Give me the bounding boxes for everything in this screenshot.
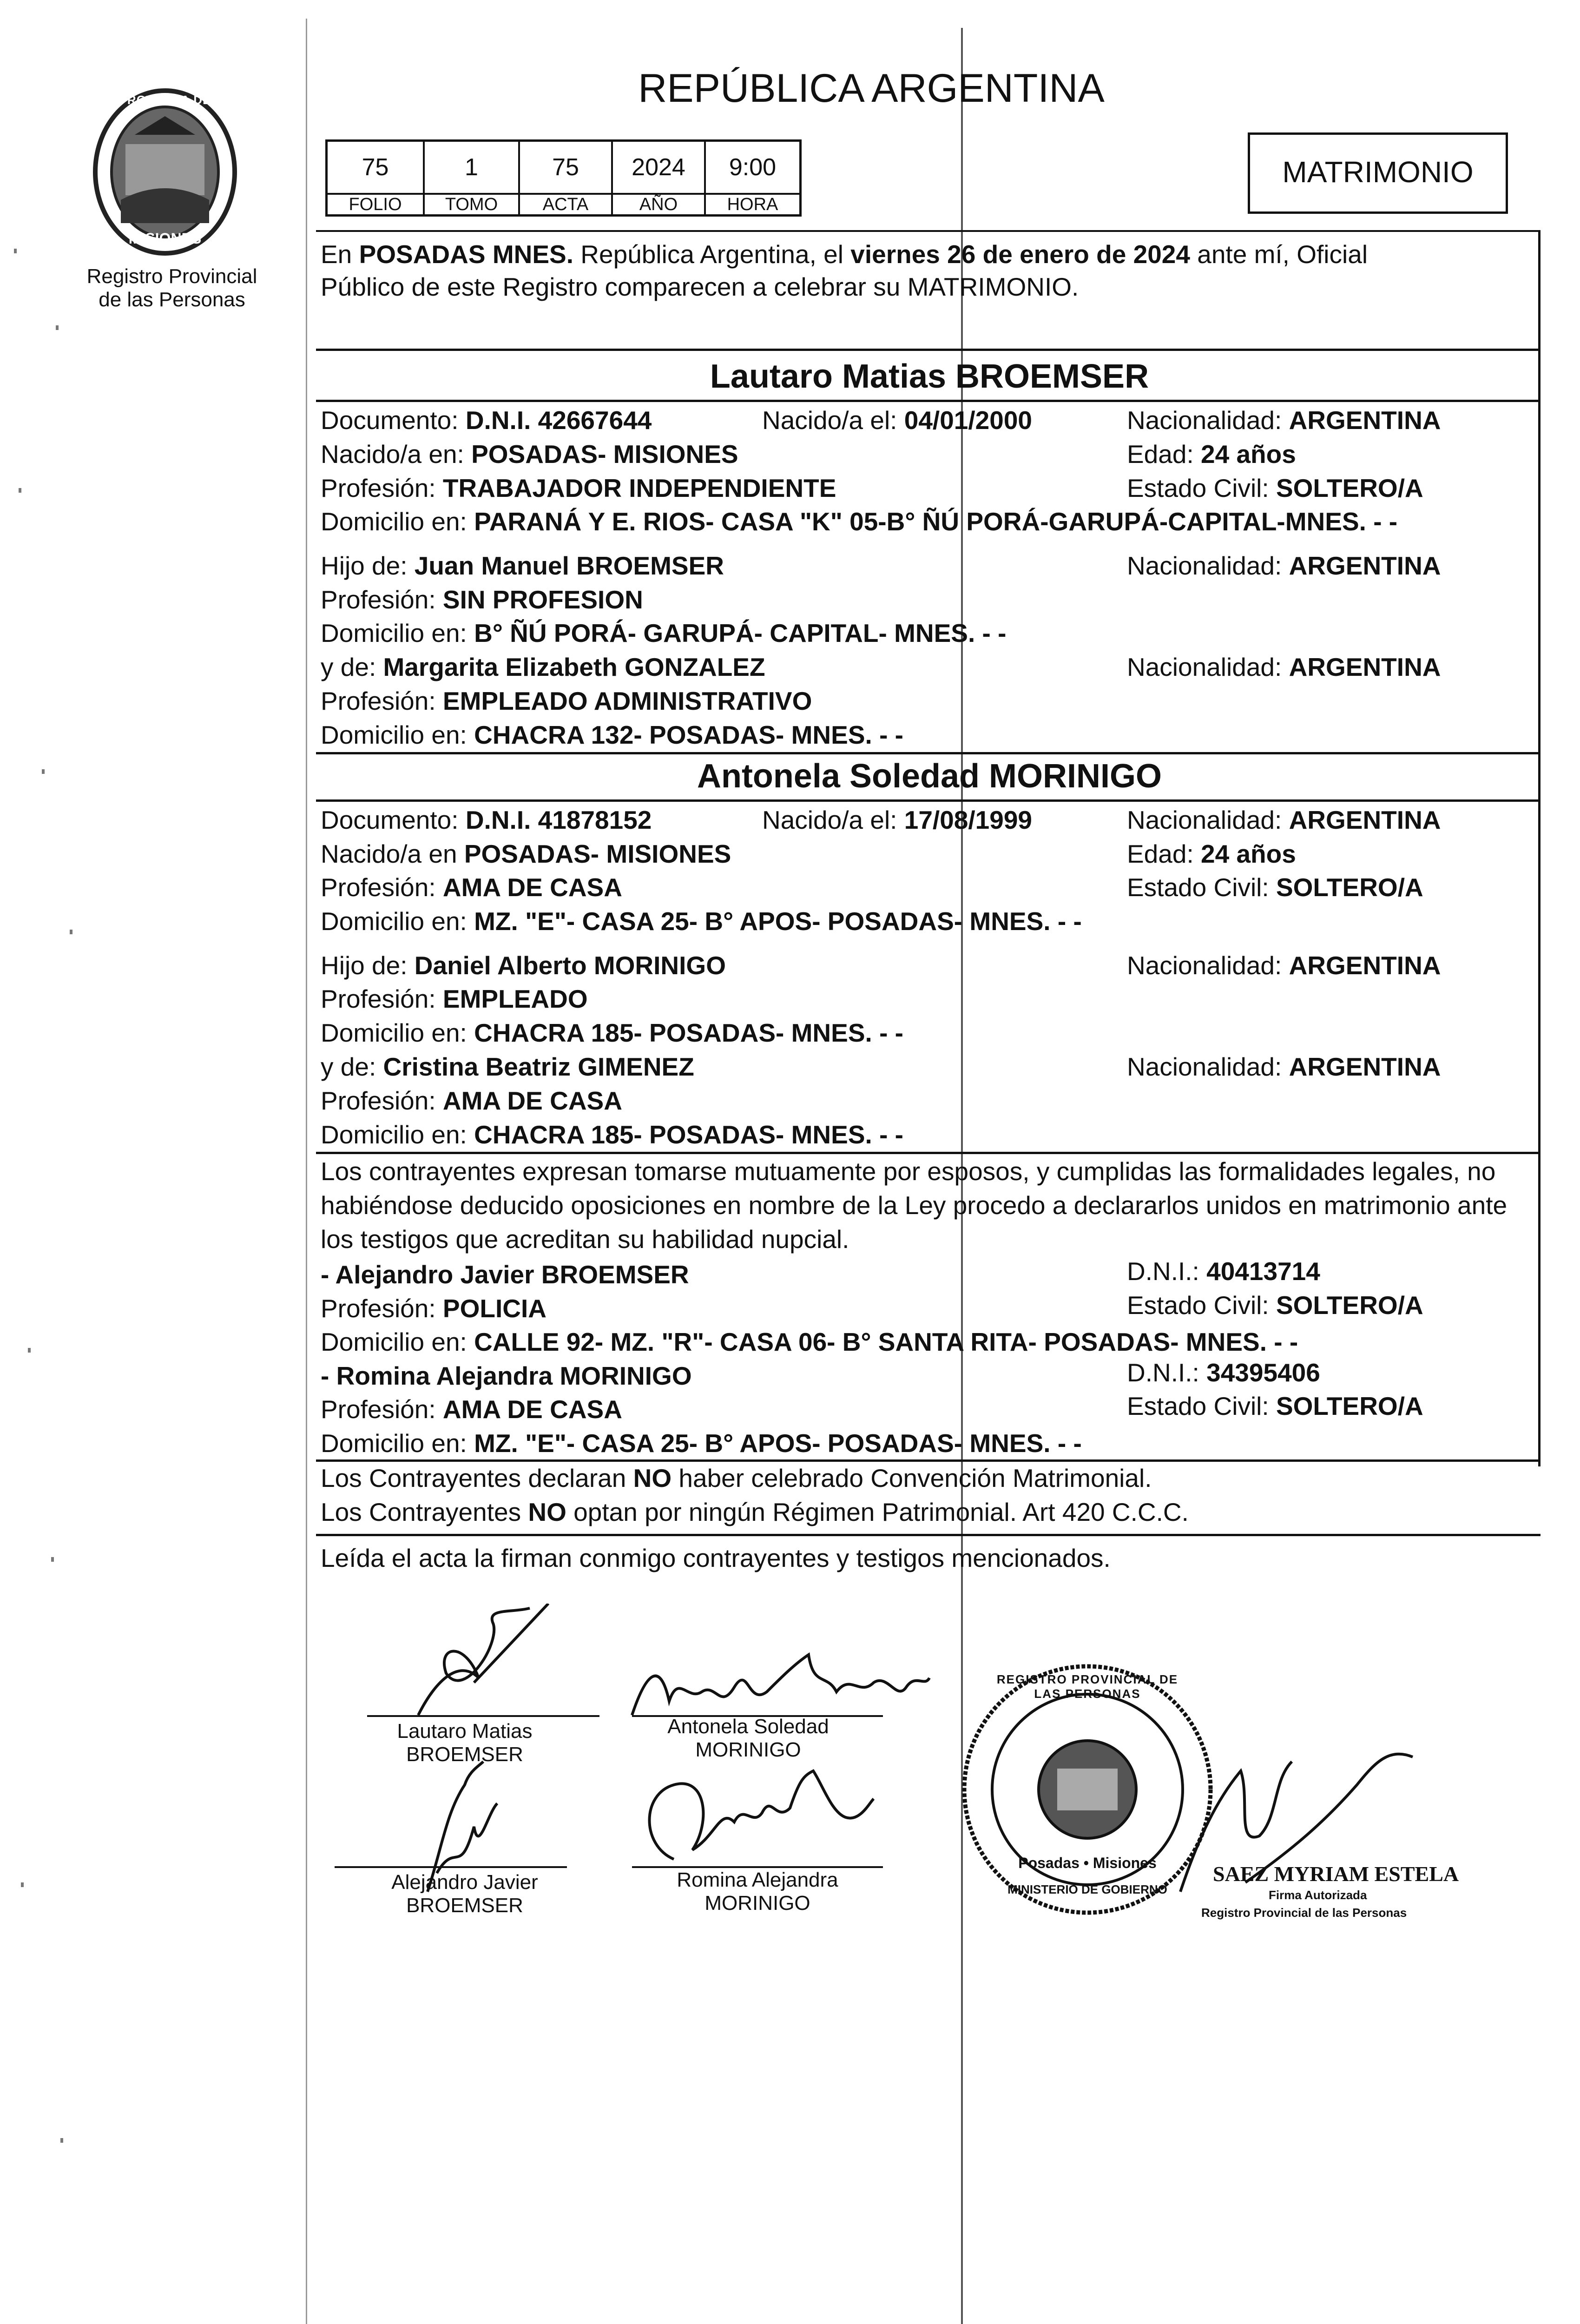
tomo-label: TOMO (423, 193, 518, 216)
seal-top-text: PROVINCIA DE (118, 93, 211, 107)
bride-mother-address: Domicilio en: CHACRA 185- POSADAS- MNES. - - (321, 1120, 903, 1149)
act-type-label: MATRIMONIO (1282, 155, 1474, 189)
witness1-signature-name2: BROEMSER (406, 1894, 523, 1917)
declaration-line1: Los contrayentes expresan tomarse mutuamente por esposos, y cumplidas las formalidades legales, no (321, 1157, 1496, 1186)
witness2-signature-name1: Romina Alejandra (677, 1868, 838, 1891)
groom-signature (409, 1604, 562, 1724)
officer-name: SAEZ MYRIAM ESTELA (1213, 1862, 1459, 1886)
groom-father-profession: Profesión: SIN PROFESION (321, 585, 643, 614)
groom-address: Domicilio en: PARANÁ Y E. RIOS- CASA "K" 05-B° ÑÚ PORÁ-GARUPÁ-CAPITAL-MNES. - - (321, 507, 1398, 536)
groom-mother-profession: Profesión: EMPLEADO ADMINISTRATIVO (321, 687, 812, 715)
bride-signature-name2: MORINIGO (695, 1738, 801, 1761)
witness1-dni: D.N.I.: 40413714 (1127, 1257, 1320, 1286)
acta-label: ACTA (518, 193, 611, 216)
declaration-line2: habiéndose deducido oposiciones en nombre de la Ley procedo a declararlos unidos en matrimonio ante (321, 1191, 1508, 1220)
registry-name-line2: de las Personas (99, 288, 245, 311)
stamp-ring-text: REGISTRO PROVINCIAL DE LAS PERSONAS (996, 1672, 1178, 1701)
bride-birthdate: Nacido/a el: 17/08/1999 (762, 805, 1033, 834)
groom-signature-name2: BROEMSER (406, 1743, 523, 1766)
act-type-box (1248, 132, 1508, 214)
page-title: REPÚBLICA ARGENTINA (638, 66, 1105, 111)
witness2-signature-name2: MORINIGO (704, 1892, 810, 1915)
hour-label: HORA (704, 193, 799, 216)
bride-signature (627, 1645, 934, 1724)
bride-age: Edad: 24 años (1127, 839, 1296, 868)
witness1-name: - Alejandro Javier BROEMSER (321, 1260, 689, 1289)
bride-nationality: Nacionalidad: ARGENTINA (1127, 805, 1441, 834)
groom-name: Lautaro Matias BROEMSER (710, 358, 1149, 395)
intro-line2: Público de este Registro comparecen a celebrar su MATRIMONIO. (321, 272, 1079, 301)
witness2-dni: D.N.I.: 34395406 (1127, 1358, 1320, 1387)
groom-mother-nationality: Nacionalidad: ARGENTINA (1127, 653, 1441, 681)
tomo-value: 1 (423, 142, 518, 193)
bride-mother-nationality: Nacionalidad: ARGENTINA (1127, 1052, 1441, 1081)
witness1-signature-name1: Alejandro Javier (391, 1871, 538, 1894)
acta-header-table (325, 139, 802, 217)
bride-address: Domicilio en: MZ. "E"- CASA 25- B° APOS- POSADAS- MNES. - - (321, 907, 1082, 936)
witness2-civil-status: Estado Civil: SOLTERO/A (1127, 1392, 1423, 1420)
seal-bottom-text: MISIONES (128, 230, 202, 247)
bride-father-profession: Profesión: EMPLEADO (321, 984, 588, 1013)
declaration-line3: los testigos que acreditan su habilidad nupcial. (321, 1225, 849, 1254)
officer-role: Firma Autorizada (1269, 1888, 1367, 1902)
bride-birthplace: Nacido/a en POSADAS- MISIONES (321, 839, 731, 868)
groom-documento: Documento: D.N.I. 42667644 (321, 406, 652, 435)
groom-profession: Profesión: TRABAJADOR INDEPENDIENTE (321, 474, 836, 502)
witness2-profession: Profesión: AMA DE CASA (321, 1395, 622, 1424)
bride-father-nationality: Nacionalidad: ARGENTINA (1127, 951, 1441, 980)
convention-line1: Los Contrayentes declaran NO haber celebrado Convención Matrimonial. (321, 1464, 1152, 1492)
stamp-ministry-text: MINISTERIO DE GOBIERNO (1007, 1882, 1167, 1896)
groom-father-nationality: Nacionalidad: ARGENTINA (1127, 551, 1441, 580)
bride-signature-name1: Antonela Soledad (667, 1715, 829, 1738)
bride-mother: y de: Cristina Beatriz GIMENEZ (321, 1052, 694, 1081)
bride-profession: Profesión: AMA DE CASA (321, 873, 622, 902)
groom-birthplace: Nacido/a en: POSADAS- MISIONES (321, 440, 738, 469)
officer-office: Registro Provincial de las Personas (1201, 1906, 1407, 1920)
groom-signature-name1: Lautaro Matias (397, 1720, 533, 1743)
folio-value: 75 (362, 154, 389, 181)
binding-line (306, 19, 307, 2324)
witness2-address: Domicilio en: MZ. "E"- CASA 25- B° APOS- POSADAS- MNES. - - (321, 1429, 1082, 1458)
groom-father: Hijo de: Juan Manuel BROEMSER (321, 551, 724, 580)
groom-age: Edad: 24 años (1127, 440, 1296, 469)
groom-civil-status: Estado Civil: SOLTERO/A (1127, 474, 1423, 502)
groom-father-address: Domicilio en: B° ÑÚ PORÁ- GARUPÁ- CAPITAL- MNES. - - (321, 619, 1007, 647)
groom-birthdate: Nacido/a el: 04/01/2000 (762, 406, 1033, 435)
groom-mother: y de: Margarita Elizabeth GONZALEZ (321, 653, 765, 681)
bride-name: Antonela Soledad MORINIGO (697, 758, 1162, 795)
bride-mother-profession: Profesión: AMA DE CASA (321, 1086, 622, 1115)
header-bottom-rule (316, 230, 1540, 232)
convention-line2: Los Contrayentes NO optan por ningún Régimen Patrimonial. Art 420 C.C.C. (321, 1498, 1189, 1526)
closing-statement: Leída el acta la firman conmigo contrayentes y testigos mencionados. (321, 1544, 1111, 1572)
witness1-profession: Profesión: POLICIA (321, 1294, 546, 1323)
bride-civil-status: Estado Civil: SOLTERO/A (1127, 873, 1423, 902)
witness2-signature (637, 1766, 878, 1873)
year-value: 2024 (611, 142, 704, 193)
acta-value: 75 (518, 142, 611, 193)
folio-label: FOLIO (349, 195, 402, 214)
registry-seal (88, 84, 242, 260)
year-label: AÑO (611, 193, 704, 216)
groom-nationality: Nacionalidad: ARGENTINA (1127, 406, 1441, 435)
witness2-name: - Romina Alejandra MORINIGO (321, 1361, 692, 1390)
hour-value: 9:00 (704, 142, 799, 193)
witness1-civil-status: Estado Civil: SOLTERO/A (1127, 1291, 1423, 1320)
bride-father-address: Domicilio en: CHACRA 185- POSADAS- MNES. - - (321, 1018, 903, 1047)
stamp-bottom-text: Posadas • Misiones (1018, 1855, 1157, 1871)
witness1-address: Domicilio en: CALLE 92- MZ. "R"- CASA 06- B° SANTA RITA- POSADAS- MNES. - - (321, 1327, 1298, 1356)
registry-name-line1: Registro Provincial (86, 265, 257, 288)
intro-line1: En POSADAS MNES. República Argentina, el viernes 26 de enero de 2024 ante mí, Oficial (321, 240, 1368, 269)
groom-mother-address: Domicilio en: CHACRA 132- POSADAS- MNES. - - (321, 720, 903, 749)
bride-father: Hijo de: Daniel Alberto MORINIGO (321, 951, 726, 980)
bride-documento: Documento: D.N.I. 41878152 (321, 805, 652, 834)
